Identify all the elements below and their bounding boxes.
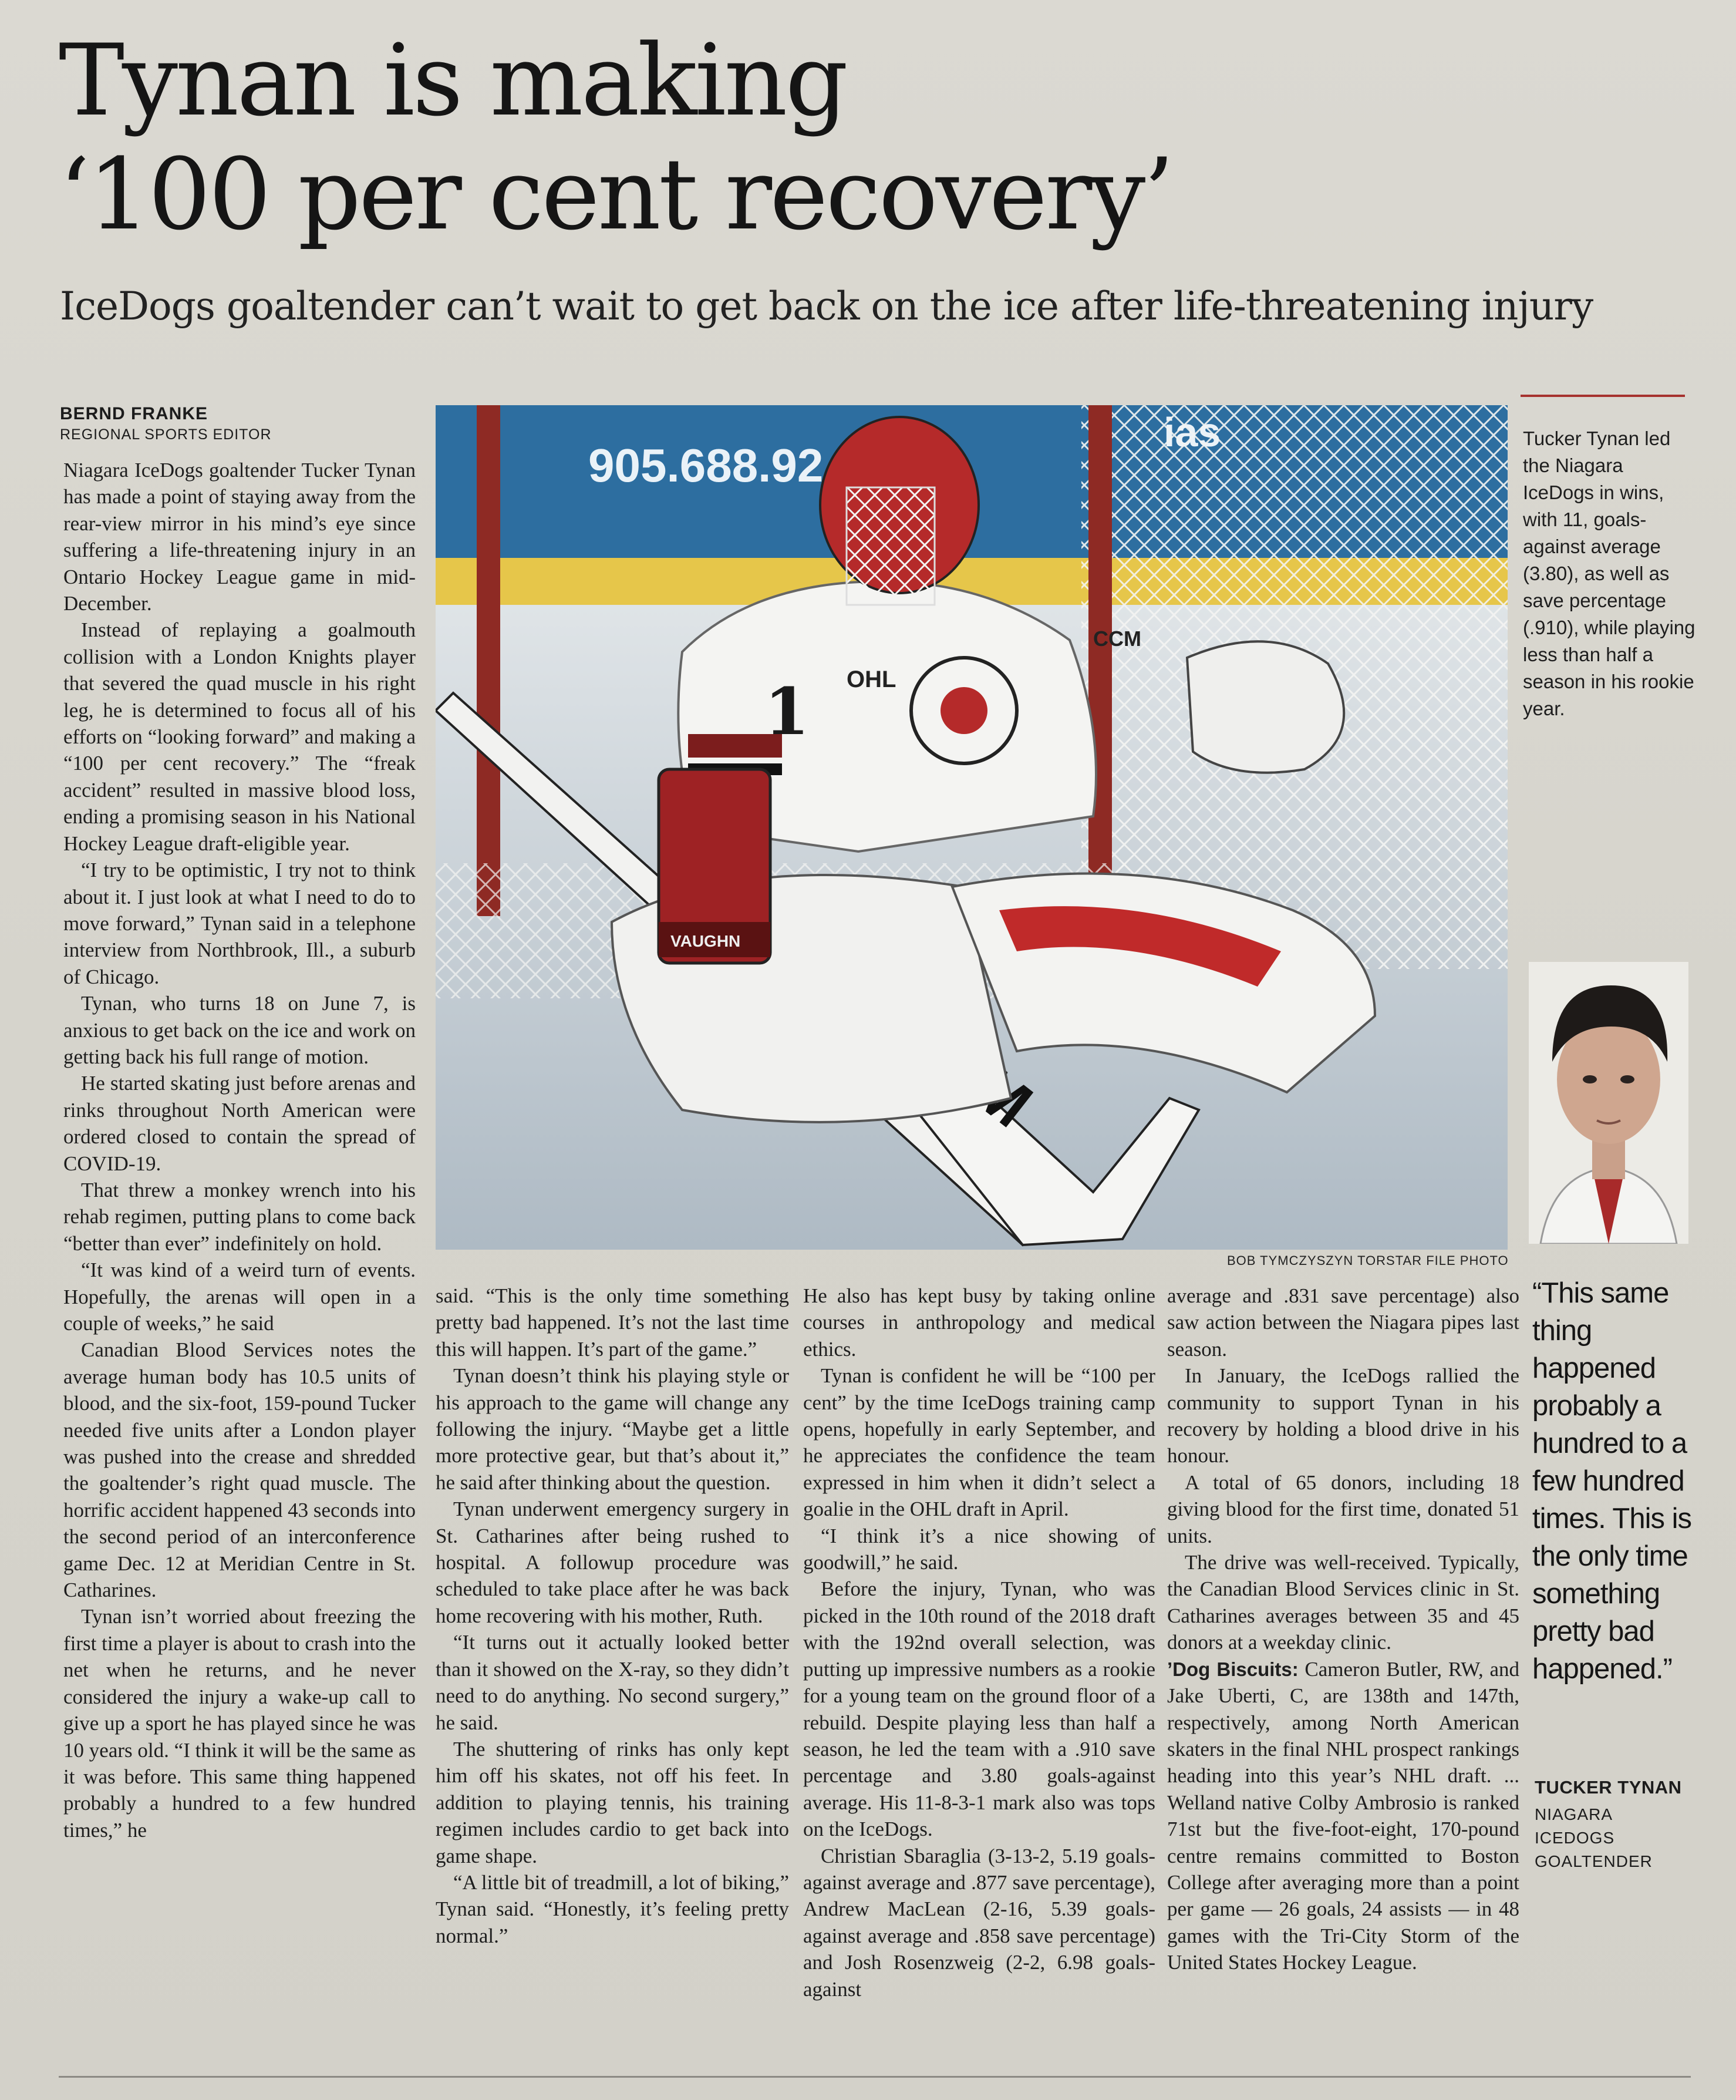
paragraph: Tynan underwent emergency surgery in St. Catharines after being rushed to hospital. A followup procedure was scheduled to take place after he was back home recovering with his mother, Ruth.: [436, 1497, 789, 1627]
dog-biscuits-label: ’Dog Biscuits:: [1167, 1658, 1299, 1680]
paragraph: Tynan is confident he will be “100 per cent” by the time IceDogs training camp opens, hopefully in early September, and he appreciates the confidence the team expressed in him when it didn’t select a goalie in the OHL draft in April.: [803, 1364, 1155, 1521]
byline-title: REGIONAL SPORTS EDITOR: [60, 426, 272, 443]
byline-name: BERND FRANKE: [60, 404, 208, 423]
photo-credit: BOB TYMCZYSZYN TORSTAR FILE PHOTO: [1227, 1253, 1509, 1268]
photo-cutline: Tucker Tynan led the Niagara IceDogs in wins, with 11, goals-against average (3.80), as well as save percentage (.910), while playing less than half a season in his rookie year.: [1523, 428, 1695, 719]
article-column-3: [803, 1283, 1155, 2003]
paragraph: Tynan isn’t worried about freezing the first time a player is about to crash into the net when he returns, and he never considered the injury a wake-up call to give up a sport he has played since he was 10 years old. “I think it will be the same as it was before. This same thing happened probably a hundred to a few hundred times,” he: [63, 1605, 416, 1842]
goalie-photo-illustration: [436, 405, 1508, 1250]
paragraph: The drive was well-received. Typically, the Canadian Blood Services clinic in St. Catharines averages between 35 and 45 donors at a weekday clinic.: [1167, 1551, 1519, 1654]
goalie-photo: [436, 405, 1508, 1250]
article-column-2: [436, 1283, 789, 1949]
article-column-1: [63, 457, 416, 1843]
paragraph: “I think it’s a nice showing of goodwill,” he said.: [803, 1524, 1155, 1574]
cutline-rule: [1521, 395, 1685, 397]
paragraph: A total of 65 donors, including 18 giving blood for the first time, donated 51 units.: [1167, 1470, 1519, 1547]
goal-post-left: [477, 405, 500, 916]
mugshot-illustration: [1529, 962, 1688, 1244]
paragraph: He started skating just before arenas and rinks throughout North American were ordered closed to contain the spread of COVID-19.: [63, 1072, 416, 1175]
paragraph: He also has kept busy by taking online courses in anthropology and medical ethics.: [803, 1284, 1155, 1361]
article-column-4: [1167, 1283, 1519, 1976]
paragraph: Instead of replaying a goalmouth collision with a London Knights player that severed the quad muscle in his right leg, he is determined to focus all of his efforts on “looking forward” and making a “100 per cent recovery.” The “freak accident” resulted in massive blood loss, ending a promising season in his National Hockey League draft-eligible year.: [63, 618, 416, 855]
pull-quote-role: NIAGARA ICEDOGS GOALTENDER: [1535, 1805, 1653, 1870]
ohl-logo: OHL: [847, 667, 896, 692]
paragraph: Canadian Blood Services notes the average human body has 10.5 units of blood, and the six-foot, 159-pound Tucker needed five units after a London player was pushed into the crease and shredded the goaltender’s right quad muscle. The horrific accident happened 43 seconds into the second period of an interconference game Dec. 12 at Meridian Centre in St. Catharines.: [63, 1338, 416, 1602]
paragraph: The shuttering of rinks has only kept him off his skates, not off his feet. In addition to playing tennis, his training regimen includes cardio to get back into game shape.: [436, 1737, 789, 1867]
pull-quote: “This same thing happened probably a hundred to a few hundred times. This is the only time something pretty bad happened.”: [1532, 1277, 1691, 1685]
blocker-brand-text: VAUGHN: [670, 932, 741, 950]
deck-subheadline: IceDogs goaltender can’t wait to get back on the ice after life-threatening injury: [60, 284, 1593, 329]
paragraph: average and .831 save percentage) also saw action between the Niagara pipes last season.: [1167, 1284, 1519, 1361]
paragraph: Niagara IceDogs goaltender Tucker Tynan has made a point of staying away from the rear-view mirror in his mind’s eye since suffering a life-threatening injury in an Ontario Hockey League game in mid-December.: [63, 459, 416, 615]
mugshot-eye-right: [1620, 1075, 1634, 1083]
headline: [59, 23, 1409, 251]
paragraph: Tynan doesn’t think his playing style or his approach to the game will change any following the injury. “Maybe get a little more protective gear, but that’s about it,” he said after thinking about the question.: [436, 1364, 789, 1494]
bottom-rule: [59, 2076, 1691, 2078]
paragraph: Before the injury, Tynan, who was picked in the 10th round of the 2018 draft with the 192nd overall selection, was putting up impressive numbers as a rookie for a young team on the ground floor of a rebuild. Despite playing less than half a season, he led the team with a .910 save percentage and 3.80 goals-against average. His 11-8-3-1 mark also was tops on the IceDogs.: [803, 1577, 1155, 1841]
paragraph: That threw a monkey wrench into his rehab regimen, putting plans to come back “better than ever” indefinitely on hold.: [63, 1178, 416, 1255]
player-mugshot: [1529, 962, 1688, 1244]
paragraph: Tynan, who turns 18 on June 7, is anxious to get back on the ice and work on getting back his full range of motion.: [63, 992, 416, 1068]
helmet-cage: [847, 487, 935, 605]
paragraph: “I try to be optimistic, I try not to think about it. I just look at what I need to do to move forward,” Tynan said in a telephone interview from Northbrook, Ill., a suburb of Chicago.: [63, 859, 416, 988]
paragraph: “It was kind of a weird turn of events. Hopefully, the arenas will open in a couple of weeks,” he said: [63, 1258, 416, 1335]
paragraph: said. “This is the only time something pretty bad happened. It’s not the last time this will happen. It’s part of the game.”: [436, 1284, 789, 1361]
headline-line-1: Tynan is making: [59, 23, 847, 138]
headline-line-2: ‘100 per cent recovery’: [59, 137, 1172, 252]
dog-biscuits-text: Cameron Butler, RW, and Jake Uberti, C, are 138th and 147th, respectively, among North American skaters in the final NHL prospect rankings heading into this year’s NHL draft. ... Welland native Colby Ambrosio is ranked 71st but the five-foot-eight, 170-pound centre remains committed to Boston College after averaging more than a point per game — 26 goals, 24 assists — in 48 games with the Tri-City Storm of the United States Hockey League.: [1167, 1657, 1519, 1974]
mugshot-eye-left: [1583, 1075, 1597, 1083]
icedogs-crest-inner: [941, 687, 987, 734]
board-ad-text: 905.688.92: [588, 439, 824, 492]
paragraph: “It turns out it actually looked better than it showed on the X-ray, so they didn’t need to do anything. No second surgery,” he said.: [436, 1631, 789, 1734]
paragraph: “A little bit of treadmill, a lot of biking,” Tynan said. “Honestly, it’s feeling pretty normal.”: [436, 1870, 789, 1947]
paragraph: Christian Sbaraglia (3-13-2, 5.19 goals-against average and .877 save percentage), Andrew MacLean (2-16, 5.39 goals-against average and .858 save percentage) and Josh Rosenzweig (2-2, 6.98 goals-against: [803, 1844, 1155, 2001]
pull-quote-name: TUCKER TYNAN: [1535, 1777, 1682, 1798]
paragraph: In January, the IceDogs rallied the community to support Tynan in his recovery by holding a blood drive in his honour.: [1167, 1364, 1519, 1468]
jersey-number: 1: [764, 674, 810, 749]
helmet-brand-text: CCM: [1093, 627, 1141, 651]
dog-biscuits-paragraph: [1167, 1656, 1519, 1976]
goalie-catch-glove: [1187, 641, 1344, 772]
